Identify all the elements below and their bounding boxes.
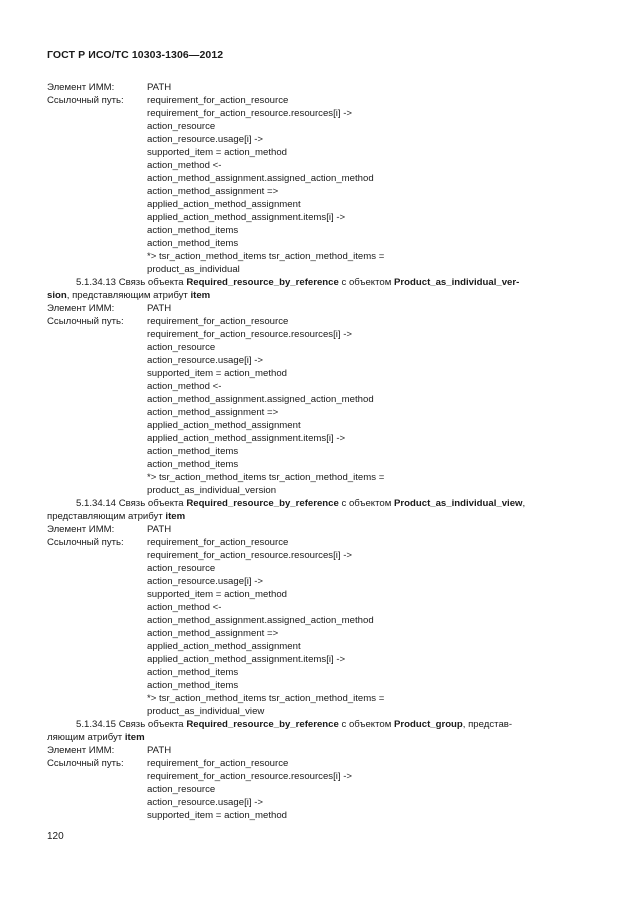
path-row (47, 796, 592, 809)
path-row (47, 562, 592, 575)
path-line: action_resource.usage[i] -> (147, 576, 263, 587)
element-row (47, 523, 592, 536)
element-value: PATH (147, 82, 172, 93)
path-label: Ссылочный путь: (47, 758, 124, 769)
path-row (47, 432, 592, 445)
path-row (47, 809, 592, 822)
path-line: applied_action_method_assignment (147, 641, 301, 652)
section-number: 5.1.34.13 (76, 277, 117, 288)
path-line: requirement_for_action_resource (147, 95, 289, 106)
path-line: action_method_assignment => (147, 407, 279, 418)
path-line: requirement_for_action_resource (147, 537, 289, 548)
path-line: supported_item = action_method (147, 147, 287, 158)
path-line: action_method_assignment.assigned_action_method (147, 615, 374, 626)
path-line: action_method_items (147, 446, 239, 457)
section-heading-cont: ляющим атрибут item (47, 732, 145, 743)
path-row (47, 640, 592, 653)
path-line: action_method_items (147, 459, 239, 470)
path-row (47, 380, 592, 393)
path-line: requirement_for_action_resource.resources[i] -> (147, 771, 353, 782)
entity-name: Required_resource_by_reference (186, 498, 339, 509)
element-value: PATH (147, 745, 172, 756)
path-line: action_resource (147, 342, 216, 353)
path-row (47, 679, 592, 692)
path-row (47, 367, 592, 380)
path-line: action_method_assignment => (147, 186, 279, 197)
path-line: action_method <- (147, 381, 222, 392)
path-line: applied_action_method_assignment.items[i] -> (147, 433, 346, 444)
path-line: action_method_assignment.assigned_action_method (147, 394, 374, 405)
path-line: action_method_items (147, 238, 239, 249)
path-row (47, 133, 592, 146)
path-row (47, 588, 592, 601)
path-line: action_method_assignment => (147, 628, 279, 639)
path-line: action_resource (147, 563, 216, 574)
path-line: action_method_assignment.assigned_action_method (147, 173, 374, 184)
path-line: requirement_for_action_resource.resources[i] -> (147, 108, 353, 119)
path-row (47, 536, 592, 549)
section-heading: 5.1.34.15 Связь объекта Required_resource_by_reference с объектом Product_group, представ- (76, 719, 513, 730)
path-row (47, 354, 592, 367)
path-line: requirement_for_action_resource.resources[i] -> (147, 329, 353, 340)
path-row (47, 224, 592, 237)
path-row (47, 419, 592, 432)
path-line: product_as_individual_version (147, 485, 277, 496)
path-line: supported_item = action_method (147, 810, 287, 821)
path-row (47, 172, 592, 185)
path-line: *> tsr_action_method_items tsr_action_method_items = (147, 251, 385, 262)
path-row (47, 666, 592, 679)
path-label: Ссылочный путь: (47, 537, 124, 548)
path-row (47, 94, 592, 107)
path-row (47, 757, 592, 770)
path-label: Ссылочный путь: (47, 95, 124, 106)
path-label: Ссылочный путь: (47, 316, 124, 327)
path-row (47, 549, 592, 562)
path-line: *> tsr_action_method_items tsr_action_method_items = (147, 693, 385, 704)
entity-name: Product_as_individual_ver- (394, 277, 520, 288)
path-line: *> tsr_action_method_items tsr_action_method_items = (147, 472, 385, 483)
path-row (47, 120, 592, 133)
entity-name: Product_group (394, 719, 463, 730)
path-row (47, 692, 592, 705)
element-value: PATH (147, 303, 172, 314)
path-line: action_resource (147, 784, 216, 795)
document-header: ГОСТ Р ИСО/ТС 10303-1306—2012 (47, 49, 224, 61)
path-line: product_as_individual (147, 264, 240, 275)
path-row (47, 705, 592, 718)
element-label: Элемент ИММ: (47, 303, 115, 314)
path-line: applied_action_method_assignment.items[i] -> (147, 212, 346, 223)
path-row (47, 107, 592, 120)
element-value: PATH (147, 524, 172, 535)
path-line: action_method_items (147, 667, 239, 678)
page-number: 120 (47, 831, 64, 842)
path-row (47, 263, 592, 276)
path-row (47, 185, 592, 198)
path-row (47, 159, 592, 172)
path-row (47, 393, 592, 406)
path-row (47, 653, 592, 666)
section-heading-cont: sion, представляющим атрибут item (47, 290, 211, 301)
path-line: action_method_items (147, 225, 239, 236)
path-line: product_as_individual_view (147, 706, 265, 717)
path-line: action_method <- (147, 602, 222, 613)
path-line: action_method_items (147, 680, 239, 691)
section-heading: 5.1.34.13 Связь объекта Required_resource_by_reference с объектом Product_as_individual_ver- (76, 277, 520, 288)
entity-name: Required_resource_by_reference (186, 277, 339, 288)
path-row (47, 198, 592, 211)
path-row (47, 770, 592, 783)
path-row (47, 575, 592, 588)
element-label: Элемент ИММ: (47, 82, 115, 93)
section-heading-cont: представляющим атрибут item (47, 511, 186, 522)
path-row (47, 211, 592, 224)
page-body (47, 81, 592, 822)
element-row (47, 81, 592, 94)
path-line: action_resource.usage[i] -> (147, 134, 263, 145)
path-line: requirement_for_action_resource (147, 316, 289, 327)
path-row (47, 627, 592, 640)
path-row (47, 601, 592, 614)
section-number: 5.1.34.14 (76, 498, 117, 509)
path-line: action_resource (147, 121, 216, 132)
attribute-name: item (124, 732, 145, 743)
path-row (47, 250, 592, 263)
element-row (47, 744, 592, 757)
element-row (47, 302, 592, 315)
entity-name: Product_as_individual_view (394, 498, 523, 509)
attribute-name: item (190, 290, 211, 301)
path-line: applied_action_method_assignment (147, 199, 301, 210)
path-line: action_method <- (147, 160, 222, 171)
path-line: requirement_for_action_resource (147, 758, 289, 769)
path-line: action_resource.usage[i] -> (147, 355, 263, 366)
path-row (47, 341, 592, 354)
path-row (47, 614, 592, 627)
element-label: Элемент ИММ: (47, 745, 115, 756)
path-row (47, 406, 592, 419)
element-label: Элемент ИММ: (47, 524, 115, 535)
path-line: supported_item = action_method (147, 368, 287, 379)
path-row (47, 484, 592, 497)
path-row (47, 783, 592, 796)
path-row (47, 458, 592, 471)
path-row (47, 471, 592, 484)
path-row (47, 328, 592, 341)
path-row (47, 315, 592, 328)
path-line: requirement_for_action_resource.resources[i] -> (147, 550, 353, 561)
path-line: action_resource.usage[i] -> (147, 797, 263, 808)
path-row (47, 237, 592, 250)
path-row (47, 445, 592, 458)
path-line: applied_action_method_assignment (147, 420, 301, 431)
path-line: applied_action_method_assignment.items[i] -> (147, 654, 346, 665)
section-number: 5.1.34.15 (76, 719, 117, 730)
path-row (47, 146, 592, 159)
section-heading: 5.1.34.14 Связь объекта Required_resource_by_reference с объектом Product_as_individual_view, (76, 498, 526, 509)
path-line: supported_item = action_method (147, 589, 287, 600)
attribute-name: item (165, 511, 186, 522)
entity-name: Required_resource_by_reference (186, 719, 339, 730)
